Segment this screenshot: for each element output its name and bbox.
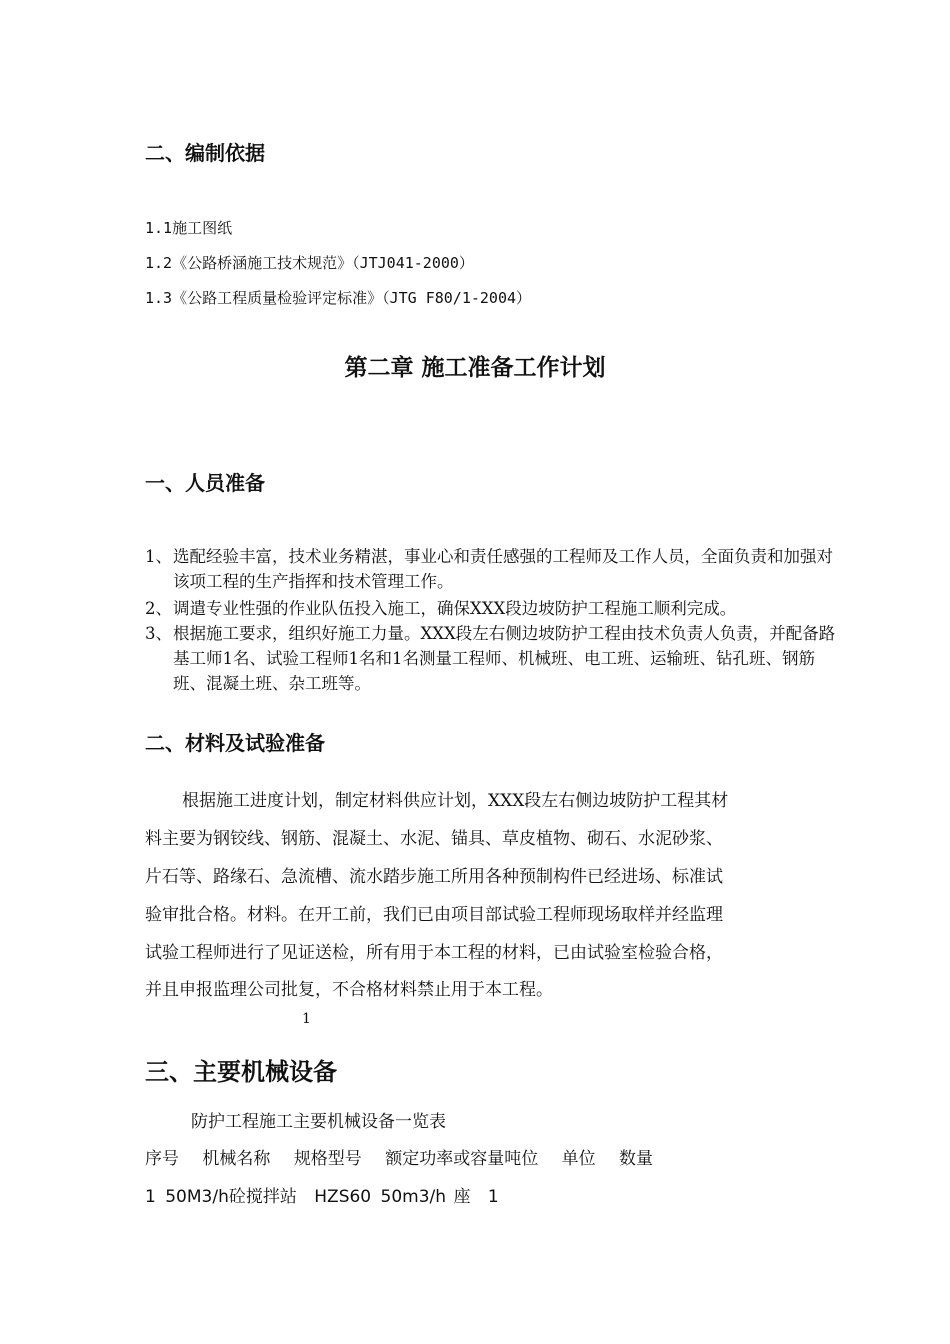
item-text: 选配经验丰富，技术业务精湛，事业心和责任感强的工程师及工作人员，全面负责和加强对该项工程的生产指挥和技术管理工作。: [173, 547, 833, 591]
item-text: 调遣专业性强的作业队伍投入施工，确保XXX段边坡防护工程施工顺利完成。: [173, 599, 737, 618]
basis-item-3: 1.3《公路工程质量检验评定标准》（JTG F80/1-2004）: [145, 289, 532, 307]
table-cell: 50M3/h砼搅拌站: [165, 1187, 297, 1207]
table-cell: 1: [487, 1187, 499, 1207]
column-header: 额定功率或容量吨位: [385, 1149, 539, 1169]
column-header: 数量: [619, 1149, 654, 1169]
paragraph-line: 根据施工进度计划，制定材料供应计划，XXX段左右侧边坡防护工程其材: [182, 791, 729, 811]
table-cell: 50m3/h: [380, 1187, 447, 1207]
item-text: 根据施工要求，组织好施工力量。XXX段左右侧边坡防护工程由技术负责人负责，并配备路基工师1名、试验工程师1名和1名测量工程师、机械班、电工班、运输班、钻孔班、钢筋班、混凝土班、杂工班等。: [173, 624, 836, 693]
chapter-title: 第二章 施工准备工作计划: [344, 355, 606, 381]
materials-paragraph: [145, 786, 810, 1000]
section-heading-machinery: 三、主要机械设备: [145, 1058, 337, 1086]
column-header: 单位: [561, 1149, 596, 1169]
table-cell: HZS60: [314, 1187, 372, 1207]
table-cell: 座: [453, 1187, 471, 1207]
paragraph-line: 片石等、路缘石、急流槽、流水踏步施工所用各种预制构件已经进场、标准试: [145, 867, 723, 887]
paragraph-line: 料主要为钢铰线、钢筋、混凝土、水泥、锚具、草皮植物、砌石、水泥砂浆、: [145, 829, 723, 849]
item-number: 1、: [145, 547, 172, 566]
column-header: 序号: [145, 1149, 179, 1169]
personnel-item-3: [145, 621, 845, 696]
table-header-row: [145, 1144, 653, 1169]
item-number: 3、: [145, 624, 172, 643]
paragraph-line: 并且申报监理公司批复，不合格材料禁止用于本工程。: [145, 980, 553, 1000]
section-heading-personnel: 一、人员准备: [145, 471, 265, 495]
table-cell: 1: [145, 1187, 156, 1207]
paragraph-line: 验审批合格。材料。在开工前，我们已由项目部试验工程师现场取样并经监理: [145, 905, 723, 925]
personnel-item-2: [145, 596, 845, 621]
page-number: 1: [302, 1011, 311, 1027]
table-row: [145, 1182, 499, 1207]
basis-item-1: 1.1施工图纸: [145, 219, 233, 237]
column-header: 规格型号: [293, 1149, 362, 1169]
basis-item-2: 1.2《公路桥涵施工技术规范》（JTJ041-2000）: [145, 254, 474, 272]
column-header: 机械名称: [202, 1149, 271, 1169]
item-number: 2、: [145, 599, 172, 618]
section-heading-basis: 二、编制依据: [145, 141, 265, 165]
personnel-item-1: [145, 544, 845, 594]
table-title: 防护工程施工主要机械设备一览表: [191, 1112, 446, 1132]
paragraph-line: 试验工程师进行了见证送检，所有用于本工程的材料，已由试验室检验合格，: [145, 943, 723, 963]
section-heading-materials: 二、材料及试验准备: [145, 731, 325, 755]
